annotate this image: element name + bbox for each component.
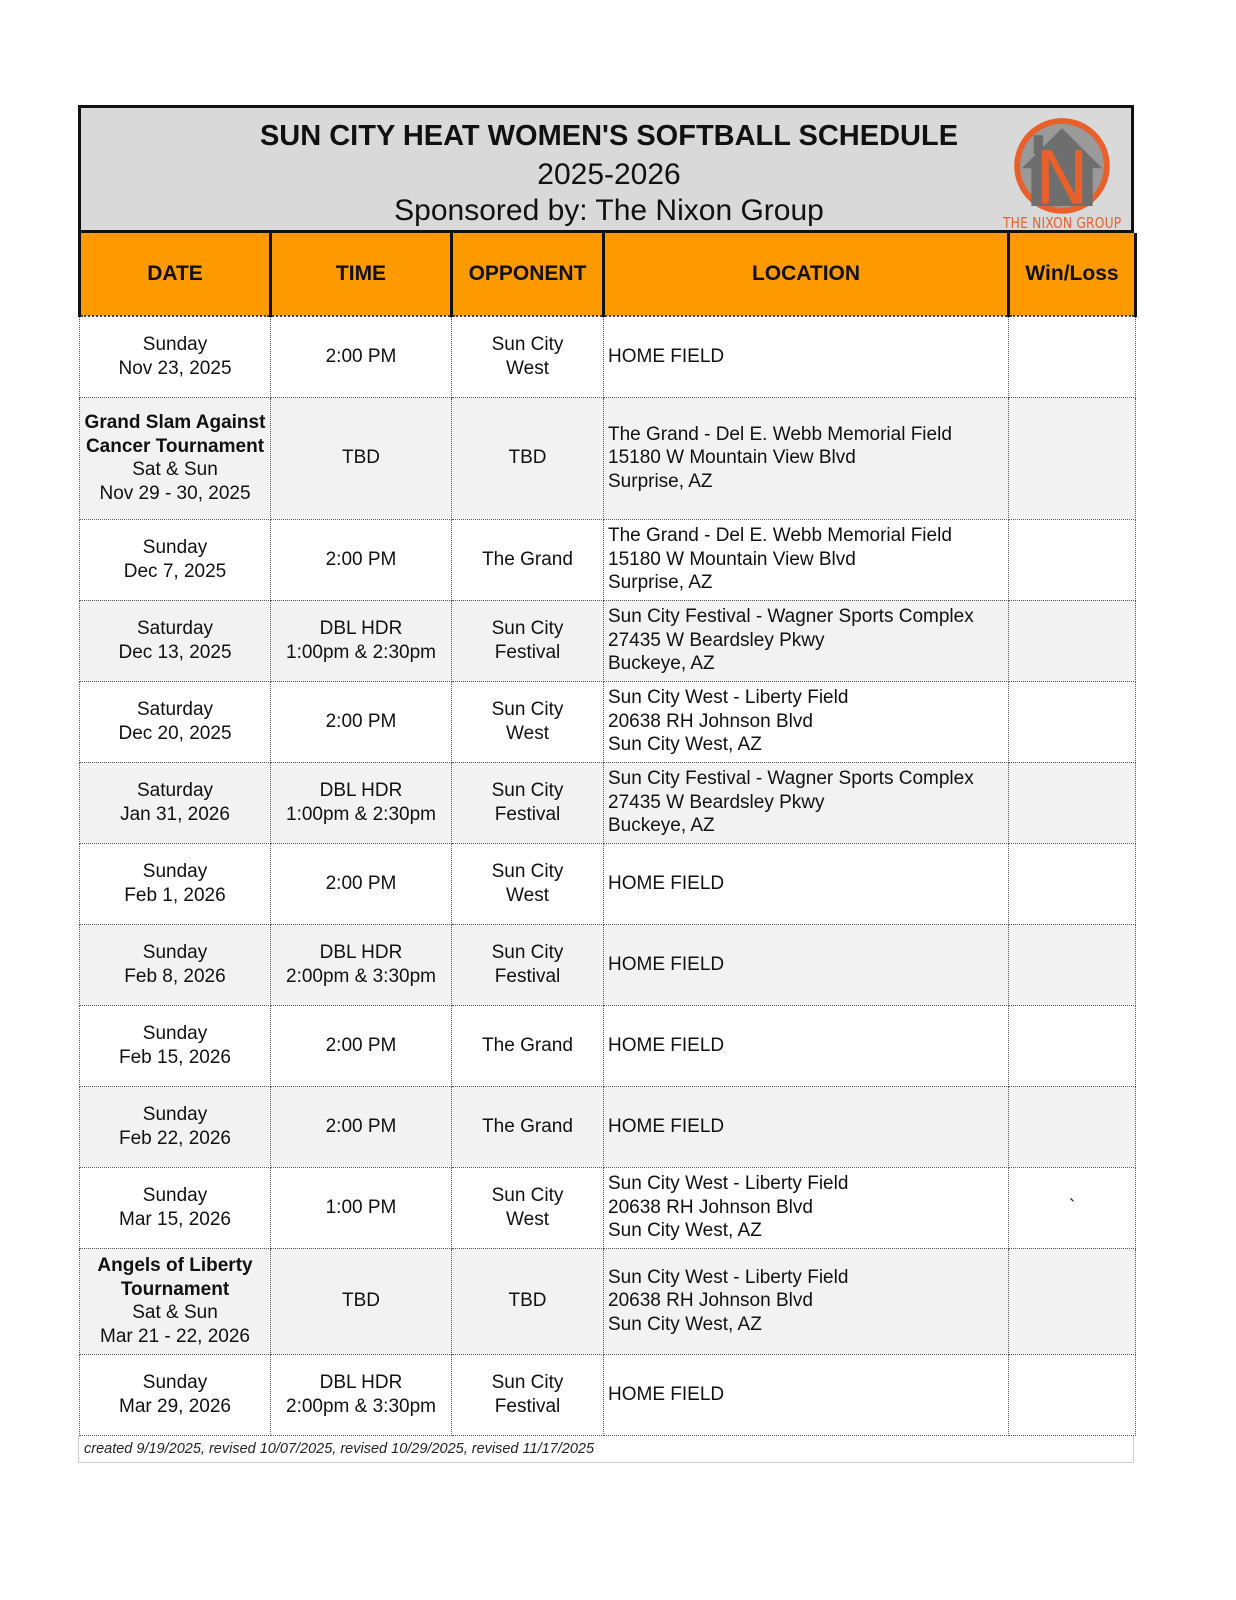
time-cell-line: TBD (342, 1290, 380, 1312)
win-loss-cell[interactable] (1009, 924, 1136, 1005)
location-cell-line: Sun City West, AZ (608, 1313, 762, 1335)
time-cell-line: 2:00 PM (325, 872, 397, 894)
location-cell (604, 681, 1009, 762)
opponent-cell-line: Festival (494, 641, 561, 663)
win-loss-cell[interactable] (1009, 1005, 1136, 1086)
location-cell (604, 519, 1009, 600)
date-cell-line: Sunday (142, 1023, 208, 1044)
win-loss-cell[interactable] (1009, 397, 1136, 519)
time-cell-line: 1:00 PM (325, 1196, 397, 1218)
location-cell-line: HOME FIELD (608, 346, 725, 367)
location-cell-line: Sun City Festival - Wagner Sports Complex (608, 768, 974, 790)
opponent-cell-line: Festival (494, 803, 561, 825)
location-cell (604, 762, 1009, 843)
time-cell-line: 2:00 PM (325, 346, 397, 367)
opponent-cell (452, 681, 604, 762)
time-cell (271, 1086, 452, 1167)
opponent-cell-line: Festival (494, 1395, 561, 1417)
location-cell (604, 843, 1009, 924)
location-cell-line: 15180 W Mountain View Blvd (608, 447, 856, 469)
location-cell-line: Sun City West - Liberty Field (608, 687, 849, 709)
location-cell-line: Sun City West - Liberty Field (608, 1266, 849, 1288)
date-cell (80, 1354, 271, 1435)
opponent-cell (452, 316, 604, 397)
opponent-cell (452, 1354, 604, 1435)
win-loss-cell[interactable] (1009, 316, 1136, 397)
location-cell-line: Sun City Festival - Wagner Sports Complex (608, 606, 974, 628)
date-cell (80, 1248, 271, 1354)
opponent-cell-line: Sun City (491, 699, 564, 720)
location-cell (604, 397, 1009, 519)
date-cell-line: Nov 23, 2025 (118, 357, 232, 379)
opponent-cell-line: TBD (508, 1290, 547, 1312)
date-cell-line: Sunday (142, 334, 208, 356)
time-cell (271, 762, 452, 843)
date-cell-line: Mar 29, 2026 (119, 1395, 231, 1417)
table-row (80, 1248, 1136, 1354)
win-loss-cell[interactable] (1009, 1354, 1136, 1435)
location-cell-line: HOME FIELD (608, 1383, 725, 1405)
time-cell-line: 2:00 PM (325, 548, 397, 570)
date-cell-line: Jan 31, 2026 (120, 803, 230, 825)
time-cell-line: DBL HDR (319, 1372, 403, 1393)
time-cell-line: 1:00pm & 2:30pm (286, 641, 436, 663)
win-loss-cell[interactable] (1009, 1248, 1136, 1354)
date-cell-line: Saturday (136, 699, 214, 720)
time-cell-line: 2:00pm & 3:30pm (286, 965, 436, 987)
location-cell-line: The Grand - Del E. Webb Memorial Field (608, 525, 952, 547)
date-cell-line: Feb 15, 2026 (119, 1046, 231, 1068)
opponent-cell-line: The Grand (482, 548, 573, 570)
date-cell (80, 519, 271, 600)
opponent-cell (452, 1167, 604, 1248)
date-cell-line: Dec 7, 2025 (123, 560, 227, 582)
time-cell (271, 1167, 452, 1248)
opponent-cell (452, 762, 604, 843)
date-cell-line: Saturday (136, 618, 214, 639)
date-cell-line: Sunday (142, 537, 208, 558)
win-loss-cell[interactable] (1009, 681, 1136, 762)
location-cell-line: Surprise, AZ (608, 470, 713, 492)
opponent-cell-line: Festival (494, 965, 561, 987)
column-header-date: DATE (80, 233, 271, 316)
opponent-cell-line: TBD (508, 447, 547, 469)
date-cell-line: Sunday (142, 861, 208, 882)
opponent-cell-line: Sun City (491, 618, 564, 639)
date-cell (80, 397, 271, 519)
table-row (80, 1354, 1136, 1435)
date-cell-line: Feb 1, 2026 (124, 884, 226, 906)
opponent-cell (452, 843, 604, 924)
location-cell-line: Surprise, AZ (608, 572, 713, 594)
schedule-title: SUN CITY HEAT WOMEN'S SOFTBALL SCHEDULE (259, 120, 959, 152)
location-cell-line: 27435 W Beardsley Pkwy (608, 791, 825, 813)
date-cell (80, 1005, 271, 1086)
location-cell-line: Sun City West, AZ (608, 1220, 762, 1242)
table-row (80, 1005, 1136, 1086)
time-cell-line: 2:00 PM (325, 1115, 397, 1137)
logo-letter: N (1034, 136, 1090, 222)
table-row (80, 681, 1136, 762)
schedule-body (80, 316, 1136, 1435)
opponent-cell (452, 397, 604, 519)
location-cell-line: Sun City West, AZ (608, 734, 762, 756)
location-cell-line: HOME FIELD (608, 953, 725, 975)
time-cell (271, 1005, 452, 1086)
location-cell (604, 1005, 1009, 1086)
date-cell-line: Sat & Sun (132, 459, 218, 480)
date-cell-line: Sat & Sun (132, 1302, 218, 1323)
table-row (80, 843, 1136, 924)
table-row (80, 397, 1136, 519)
location-cell (604, 1248, 1009, 1354)
location-cell (604, 924, 1009, 1005)
date-cell (80, 924, 271, 1005)
date-cell-line: Saturday (136, 780, 214, 801)
date-cell-line: Mar 15, 2026 (119, 1208, 231, 1230)
opponent-cell (452, 924, 604, 1005)
column-header-opponent: OPPONENT (452, 233, 604, 316)
season-label: 2025-2026 (537, 158, 681, 191)
schedule-table (78, 233, 1137, 1436)
table-row (80, 1167, 1136, 1248)
location-cell (604, 1167, 1009, 1248)
date-cell-line: Sunday (142, 1185, 208, 1206)
location-cell (604, 1086, 1009, 1167)
column-header-location: LOCATION (604, 233, 1009, 316)
table-row (80, 316, 1136, 397)
opponent-cell (452, 519, 604, 600)
location-cell-line: 15180 W Mountain View Blvd (608, 548, 856, 570)
table-row (80, 600, 1136, 681)
date-cell-line: Dec 20, 2025 (118, 722, 232, 744)
location-cell-line: 20638 RH Johnson Blvd (608, 1290, 813, 1312)
date-cell-line: Sunday (142, 942, 208, 963)
opponent-cell-line: West (506, 1208, 549, 1230)
location-cell-line: HOME FIELD (608, 1115, 725, 1137)
time-cell (271, 843, 452, 924)
date-cell-line: Feb 22, 2026 (119, 1127, 231, 1149)
time-cell (271, 681, 452, 762)
opponent-cell-line: West (506, 357, 549, 379)
time-cell (271, 1248, 452, 1354)
column-header-row (80, 233, 1136, 316)
table-row (80, 1086, 1136, 1167)
date-cell-line: Sunday (142, 1104, 208, 1125)
time-cell-line: TBD (342, 447, 380, 469)
date-cell (80, 600, 271, 681)
win-loss-cell[interactable] (1009, 762, 1136, 843)
schedule-sheet (78, 105, 1134, 1463)
logo-text: THE NIXON GROUP (1002, 214, 1121, 232)
opponent-cell-line: West (506, 884, 549, 906)
location-cell (604, 600, 1009, 681)
opponent-cell-line: Sun City (491, 1372, 564, 1393)
time-cell-line: 1:00pm & 2:30pm (286, 803, 436, 825)
event-name: Grand Slam Against Cancer Tournament (84, 412, 266, 457)
time-cell-line: DBL HDR (319, 780, 403, 801)
event-name: Angels of Liberty Tournament (97, 1255, 253, 1300)
time-cell-line: 2:00pm & 3:30pm (286, 1395, 436, 1417)
win-loss-cell[interactable]: ` (1009, 1167, 1136, 1248)
date-cell (80, 316, 271, 397)
date-cell (80, 762, 271, 843)
revision-note: created 9/19/2025, revised 10/07/2025, revised 10/29/2025, revised 11/17/2025 (78, 1436, 1134, 1463)
location-cell-line: Buckeye, AZ (608, 815, 715, 837)
column-header-time: TIME (271, 233, 452, 316)
time-cell-line: 2:00 PM (325, 710, 397, 732)
opponent-cell (452, 1248, 604, 1354)
opponent-cell (452, 600, 604, 681)
opponent-cell (452, 1005, 604, 1086)
date-cell (80, 843, 271, 924)
date-cell (80, 1086, 271, 1167)
date-cell (80, 1167, 271, 1248)
opponent-cell-line: The Grand (482, 1034, 573, 1056)
date-cell-line: Mar 21 - 22, 2026 (100, 1325, 250, 1347)
date-cell-line: Nov 29 - 30, 2025 (99, 482, 251, 504)
time-cell (271, 316, 452, 397)
opponent-cell-line: Sun City (491, 1185, 564, 1206)
time-cell (271, 519, 452, 600)
location-cell-line: Buckeye, AZ (608, 653, 715, 675)
opponent-cell-line: Sun City (491, 861, 564, 882)
table-row (80, 924, 1136, 1005)
win-loss-cell[interactable] (1009, 1086, 1136, 1167)
column-header-win-loss: Win/Loss (1009, 233, 1136, 316)
time-cell-line: DBL HDR (319, 618, 403, 639)
time-cell-line: DBL HDR (319, 942, 403, 963)
location-cell-line: HOME FIELD (608, 872, 725, 894)
time-cell (271, 1354, 452, 1435)
opponent-cell (452, 1086, 604, 1167)
time-cell (271, 600, 452, 681)
schedule-header (78, 105, 1134, 233)
opponent-cell-line: West (506, 722, 549, 744)
date-cell-line: Feb 8, 2026 (124, 965, 226, 987)
time-cell (271, 397, 452, 519)
table-row (80, 519, 1136, 600)
date-cell-line: Sunday (142, 1372, 208, 1393)
time-cell (271, 924, 452, 1005)
win-loss-cell[interactable] (1009, 843, 1136, 924)
opponent-cell-line: Sun City (491, 942, 564, 963)
location-cell-line: 20638 RH Johnson Blvd (608, 710, 813, 732)
location-cell (604, 1354, 1009, 1435)
date-cell (80, 681, 271, 762)
date-cell-line: Dec 13, 2025 (118, 641, 232, 663)
table-row (80, 762, 1136, 843)
location-cell-line: The Grand - Del E. Webb Memorial Field (608, 423, 952, 445)
sponsor-label: Sponsored by: The Nixon Group (394, 194, 824, 227)
location-cell-line: Sun City West - Liberty Field (608, 1173, 849, 1195)
opponent-cell-line: Sun City (491, 780, 564, 801)
win-loss-cell[interactable] (1009, 600, 1136, 681)
location-cell (604, 316, 1009, 397)
location-cell-line: HOME FIELD (608, 1034, 725, 1056)
time-cell-line: 2:00 PM (325, 1034, 397, 1056)
opponent-cell-line: Sun City (491, 334, 564, 356)
win-loss-cell[interactable] (1009, 519, 1136, 600)
opponent-cell-line: The Grand (482, 1115, 573, 1137)
location-cell-line: 20638 RH Johnson Blvd (608, 1196, 813, 1218)
location-cell-line: 27435 W Beardsley Pkwy (608, 629, 825, 651)
